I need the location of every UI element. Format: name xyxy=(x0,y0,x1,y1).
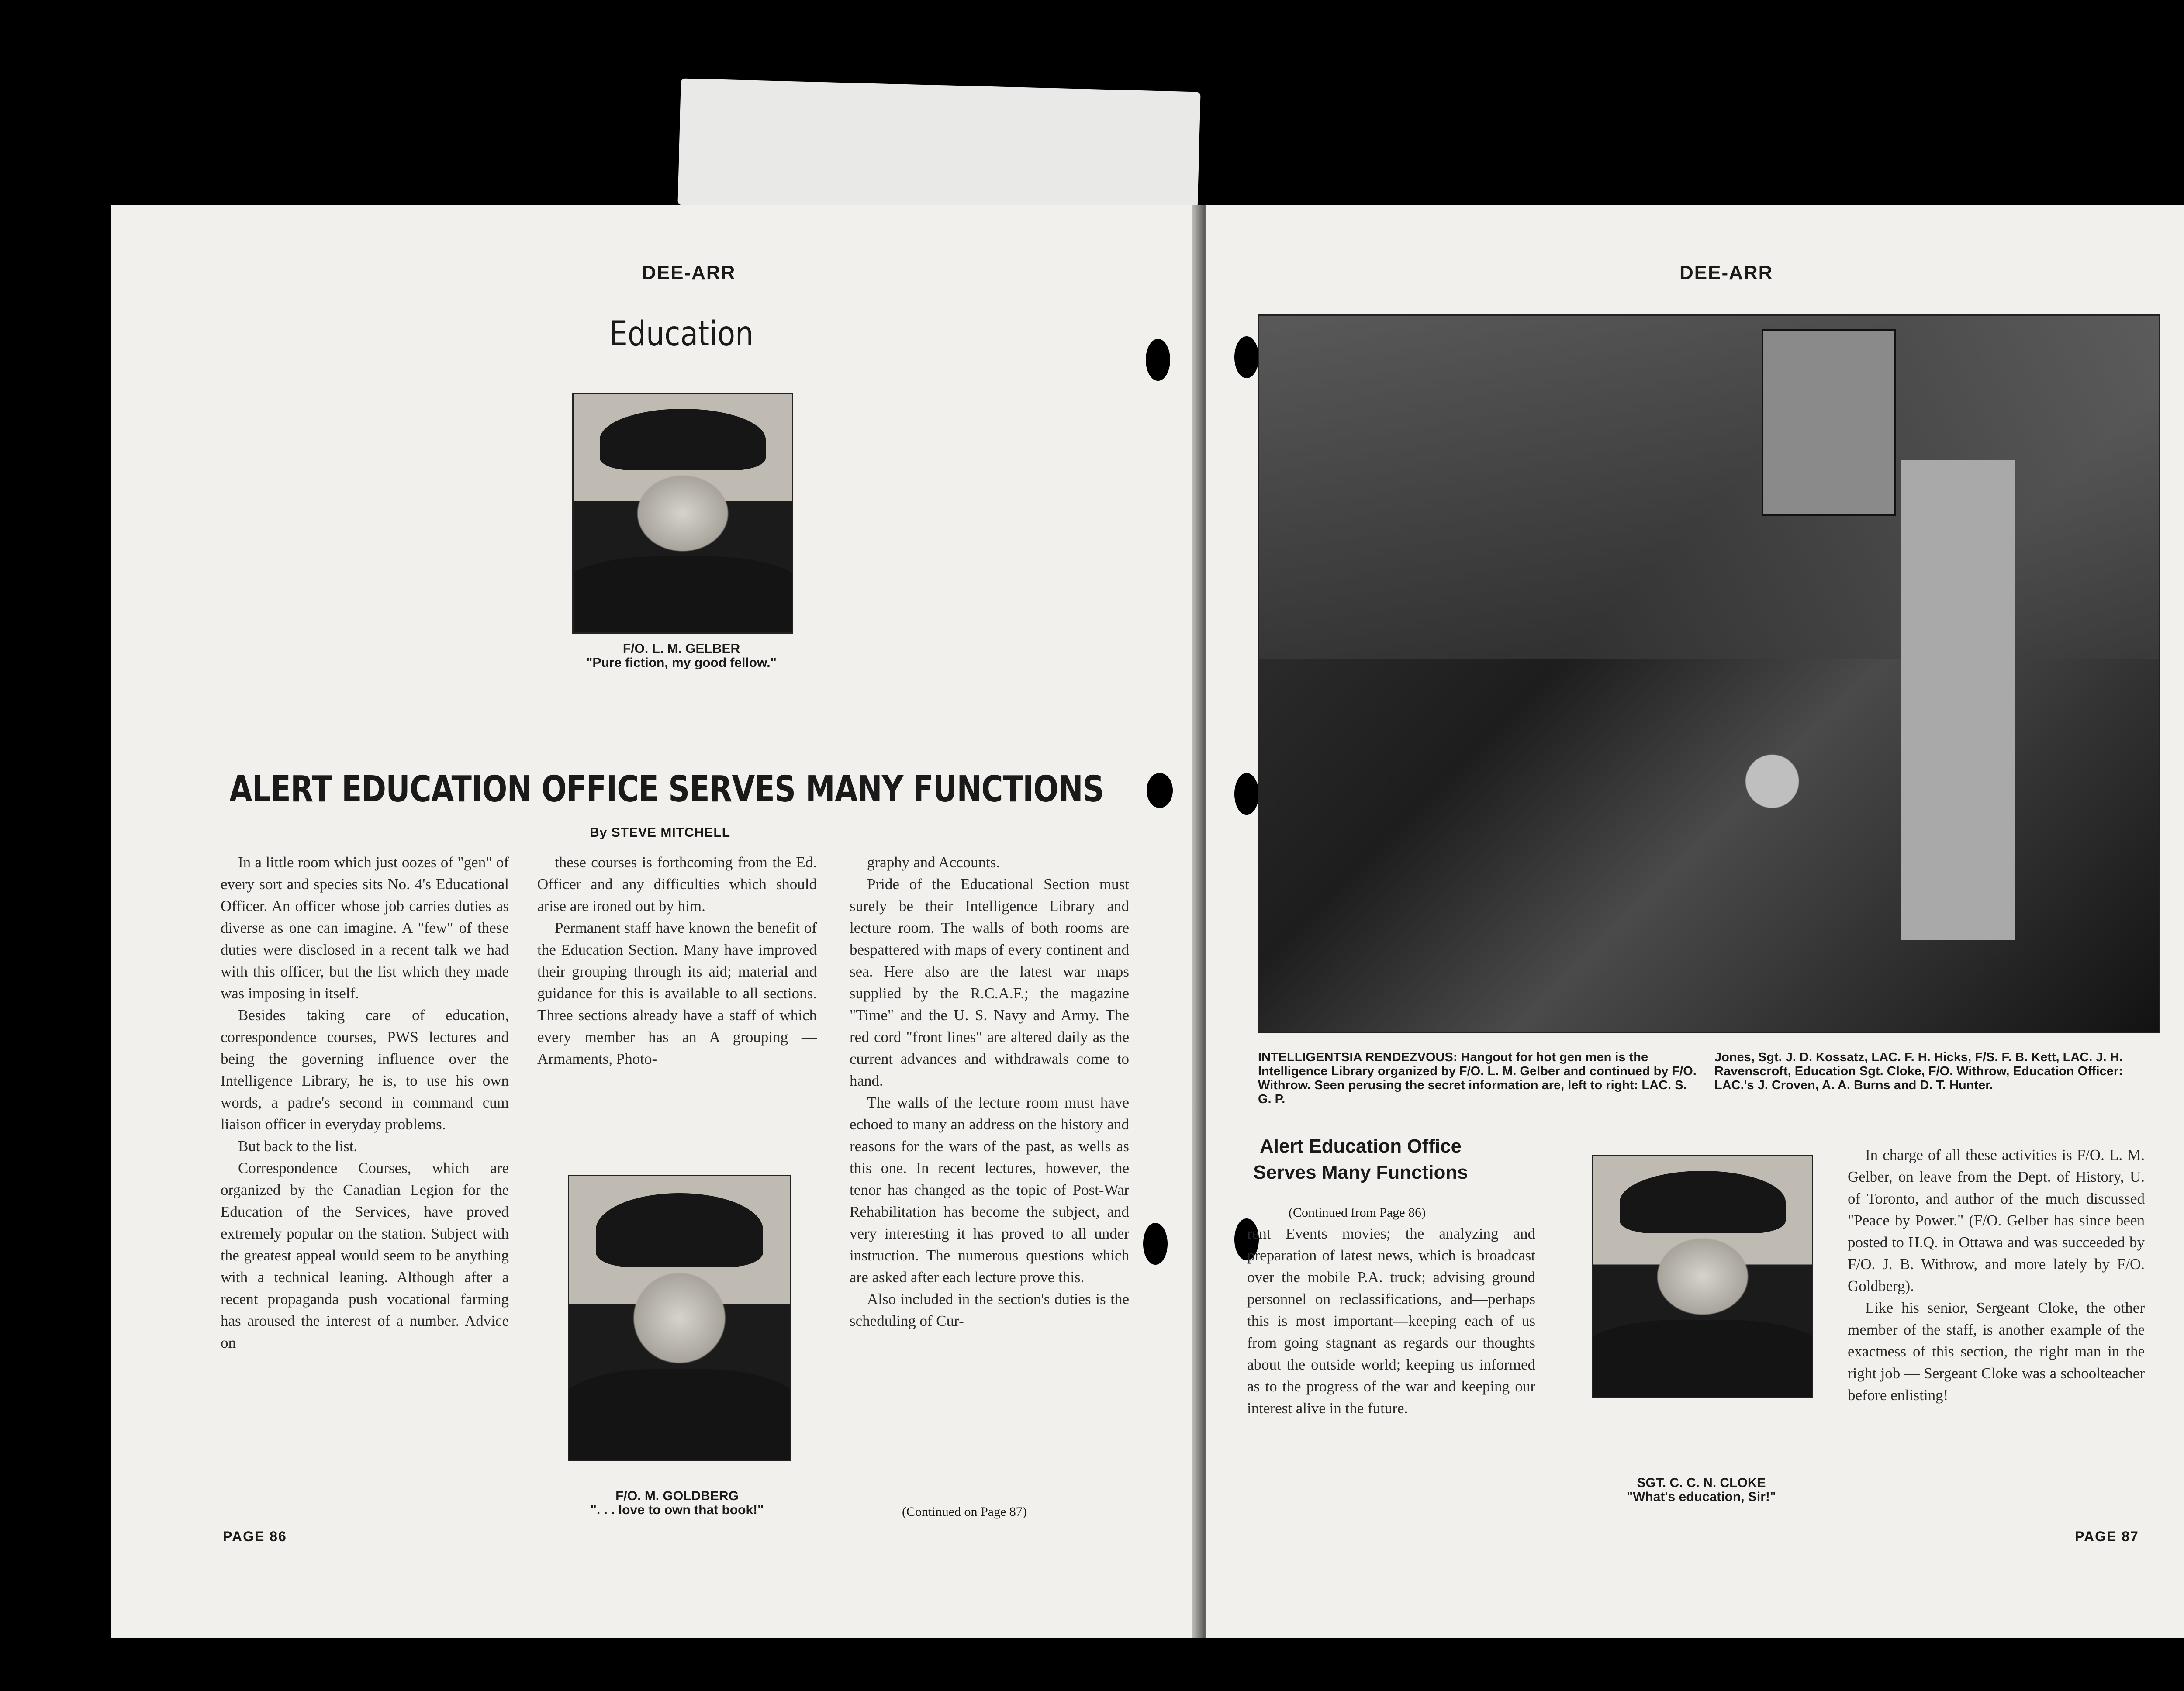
article-headline: ALERT EDUCATION OFFICE SERVES MANY FUNCTIONS xyxy=(229,769,1104,810)
paragraph: rent Events movies; the analyzing and preparation of latest news, which is broadcast over the mobile P.A. truck; advising ground personnel on reclassifications, and—perhaps this is most important—keeping each of us from going stagnant as regards our thoughts about the outside world; keeping us informed as to the progress of the war and keeping our interest alive in the future. xyxy=(1247,1225,1535,1417)
photo-caption-left: INTELLIGENTSIA RENDEZVOUS: Hangout for hot gen men is the Intelligence Library organized by F/O. L. M. Gelber and continued by F/O. Withrow. Seen perusing the secret information are, left to right: LAC. S. G. P. xyxy=(1258,1050,1697,1106)
classroom-photo xyxy=(1258,314,2160,1033)
paragraph: graphy and Accounts. xyxy=(867,854,1000,871)
portrait-cloke-caption xyxy=(1583,1476,1819,1504)
portrait-gelber-caption xyxy=(570,642,793,670)
paragraph: In a little room which just oozes of "gen" of every sort and species sits No. 4's Educational Officer. An officer whose job carries duties as diverse as one can imagine. A "few" of these duties were disclosed in a recent talk we had with this officer, but the list which they made was imposing in itself. xyxy=(221,854,509,1002)
paragraph: Besides taking care of education, correspondence courses, PWS lectures and being the governing influence over the Intelligence Library, he is, to use his own words, a padre's second in command cum liaison officer in everyday problems. xyxy=(221,1007,509,1133)
column-3 xyxy=(850,852,1129,1332)
section-title: Education xyxy=(609,314,754,354)
byline: By STEVE MITCHELL xyxy=(590,825,731,840)
portrait-goldberg-photo xyxy=(568,1175,791,1461)
binder-hole xyxy=(1143,1223,1168,1265)
binder-hole xyxy=(1146,339,1170,381)
column-2 xyxy=(537,852,817,1070)
paragraph: these courses is forthcoming from the Ed. Officer and any difficulties which should arise are ironed out by him. xyxy=(537,854,817,915)
paragraph: Permanent staff have known the benefit of the Education Section. Many have improved their grouping through its aid; material and guidance for this is available to all sections. Three sections already have a staff of which every member has an A grouping — Armaments, Photo- xyxy=(537,919,817,1067)
paragraph: Like his senior, Sergeant Cloke, the other member of the staff, is another example of the exactness of this section, the right man in the right job — Sergeant Cloke was a schoolteacher before enlisting! xyxy=(1848,1299,2145,1404)
portrait-cloke-photo xyxy=(1592,1155,1813,1398)
paragraph: But back to the list. xyxy=(238,1138,358,1155)
right-column-1 xyxy=(1247,1223,1535,1419)
paragraph: In charge of all these activities is F/O. L. M. Gelber, on leave from the Dept. of History, U. of Toronto, and author of the much discussed "Peace by Power." (F/O. Gelber has since been posted to H.Q. in Ottawa and was succeeded by F/O. J. B. Withrow, and more lately by F/O. Goldberg). xyxy=(1848,1146,2145,1294)
right-column-3 xyxy=(1848,1144,2145,1406)
left-page xyxy=(111,205,1203,1638)
portrait-gelber-photo xyxy=(572,393,793,634)
portrait-quote: ". . . love to own that book!" xyxy=(590,1503,764,1517)
continued-subhead: Alert Education Office Serves Many Functions xyxy=(1253,1135,1468,1183)
binder-hole xyxy=(1147,773,1173,808)
wall-map xyxy=(1762,329,1896,516)
portrait-quote: "What's education, Sir!" xyxy=(1626,1490,1776,1504)
running-head: DEE-ARR xyxy=(1679,262,1773,283)
paragraph: Correspondence Courses, which are organized by the Canadian Legion for the Education of the Services, have proved extremely popular on the station. Subject with the greatest appeal would seem to be anything with a technical leaning. Although after a recent propaganda push vocational farming has aroused the interest of a number. Advice on xyxy=(221,1160,509,1351)
door xyxy=(1901,460,2015,940)
portrait-name: SGT. C. C. N. CLOKE xyxy=(1637,1476,1766,1490)
binder-hole xyxy=(1234,336,1259,378)
paragraph: Pride of the Educational Section must surely be their Intelligence Library and lecture room. The walls of both rooms are bespattered with maps of every continent and sea. Here also are the latest war maps supplied by the R.C.A.F.; the magazine "Time" and the U. S. Navy and Army. The red cord "front lines" are altered daily as the current advances and withdrawals come to hand. xyxy=(850,876,1129,1089)
paper-tab xyxy=(677,78,1200,218)
paragraph: The walls of the lecture room must have echoed to many an address on the history and reasons for the wars of the past, as wells as this one. In recent lectures, however, the tenor has changed as the topic of Post-War Rehabilitation has become the subject, and very interesting it has proved to all under instruction. The numerous questions which are asked after each lecture prove this. xyxy=(850,1094,1129,1286)
portrait-name: F/O. M. GOLDBERG xyxy=(615,1489,739,1503)
page-number: PAGE 87 xyxy=(2075,1529,2139,1544)
continued-note: (Continued on Page 87) xyxy=(902,1505,1027,1519)
paragraph: Also included in the section's duties is the scheduling of Cur- xyxy=(850,1291,1129,1329)
photo-caption-right: Jones, Sgt. J. D. Kossatz, LAC. F. H. Hicks, F/S. F. B. Kett, LAC. J. H. Ravenscroft, Education Sgt. Cloke, F/O. Withrow, Education Officer: LAC.'s J. Croven, A. A. Burns and D. T. Hunter. xyxy=(1714,1050,2123,1092)
continued-from-note: (Continued from Page 86) xyxy=(1289,1205,1426,1220)
portrait-goldberg-caption xyxy=(548,1489,806,1517)
portrait-name: F/O. L. M. GELBER xyxy=(622,642,740,656)
column-1 xyxy=(221,852,509,1354)
binder-hole xyxy=(1234,773,1259,815)
portrait-quote: "Pure fiction, my good fellow." xyxy=(586,656,777,670)
running-head: DEE-ARR xyxy=(642,262,736,283)
page-number: PAGE 86 xyxy=(223,1529,287,1544)
right-page xyxy=(1206,205,2184,1638)
